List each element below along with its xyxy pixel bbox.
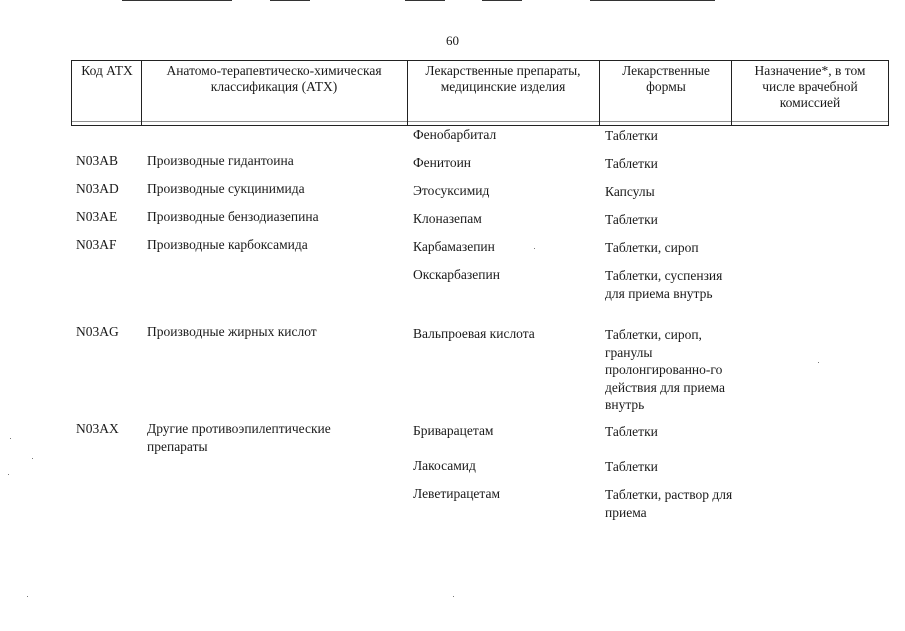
row-class: Производные жирных кислот (147, 324, 317, 339)
row-drug: Этосуксимид (413, 183, 490, 198)
header-forms: Лекарственные формы (622, 63, 710, 94)
row-class: Производные карбоксамида (147, 237, 308, 252)
header-bottom-rule (71, 121, 889, 122)
row-drug: Фенобарбитал (413, 127, 497, 142)
row-code: N03AG (76, 324, 119, 339)
row-drug: Клоназепам (413, 211, 482, 226)
row-form: Таблетки, сироп, гранулы пролонгированно-го действия для приема внутрь (605, 327, 725, 412)
header-purpose: Назначение*, в том числе врачебной комиссией (754, 63, 866, 110)
row-form: Капсулы (605, 184, 655, 199)
row-form: Таблетки (605, 156, 658, 171)
row-form: Таблетки, суспензия для приема внутрь (605, 268, 723, 301)
scan-edge-line (122, 0, 232, 1)
scan-speck (10, 438, 11, 439)
row-drug: Окскарбазепин (413, 267, 500, 282)
row-drug: Карбамазепин (413, 239, 495, 254)
row-class: Производные сукцинимида (147, 181, 305, 196)
row-form: Таблетки (605, 424, 658, 439)
row-drug: Фенитоин (413, 155, 472, 170)
row-code: N03AX (76, 421, 119, 436)
header-classification: Анатомо-терапевтическо-химическая классификация (АТХ) (166, 63, 382, 94)
page-number: 60 (446, 33, 459, 48)
column-divider (141, 60, 142, 126)
scan-speck (32, 458, 33, 459)
row-form: Таблетки (605, 459, 658, 474)
scan-edge-line (590, 0, 715, 1)
row-class: Производные бензодиазепина (147, 209, 319, 224)
row-form: Таблетки, сироп (605, 240, 699, 255)
row-code: N03AB (76, 153, 119, 168)
row-code: N03AF (76, 237, 117, 252)
row-drug: Лакосамид (413, 458, 476, 473)
scan-speck (453, 596, 454, 597)
row-code: N03AE (76, 209, 118, 224)
column-divider (407, 60, 408, 126)
row-form: Таблетки, раствор для приема (605, 487, 733, 520)
header-code: Код АТХ (81, 63, 133, 78)
scan-speck (8, 474, 9, 475)
scan-edge-line (405, 0, 445, 1)
scan-speck (818, 362, 819, 363)
scan-edge-line (482, 0, 522, 1)
scan-speck (534, 248, 535, 249)
column-divider (731, 60, 732, 126)
row-drug: Бриварацетам (413, 423, 494, 438)
row-form: Таблетки (605, 128, 658, 143)
column-divider (599, 60, 600, 126)
row-drug: Вальпроевая кислота (413, 326, 535, 341)
row-form: Таблетки (605, 212, 658, 227)
row-drug: Леветирацетам (413, 486, 501, 501)
row-class: Производные гидантоина (147, 153, 294, 168)
scan-speck (27, 596, 28, 597)
header-drugs: Лекарственные препараты, медицинские изделия (425, 63, 581, 94)
scan-edge-line (270, 0, 310, 1)
row-code: N03AD (76, 181, 119, 196)
row-class: Другие противоэпилептические препараты (147, 421, 331, 454)
